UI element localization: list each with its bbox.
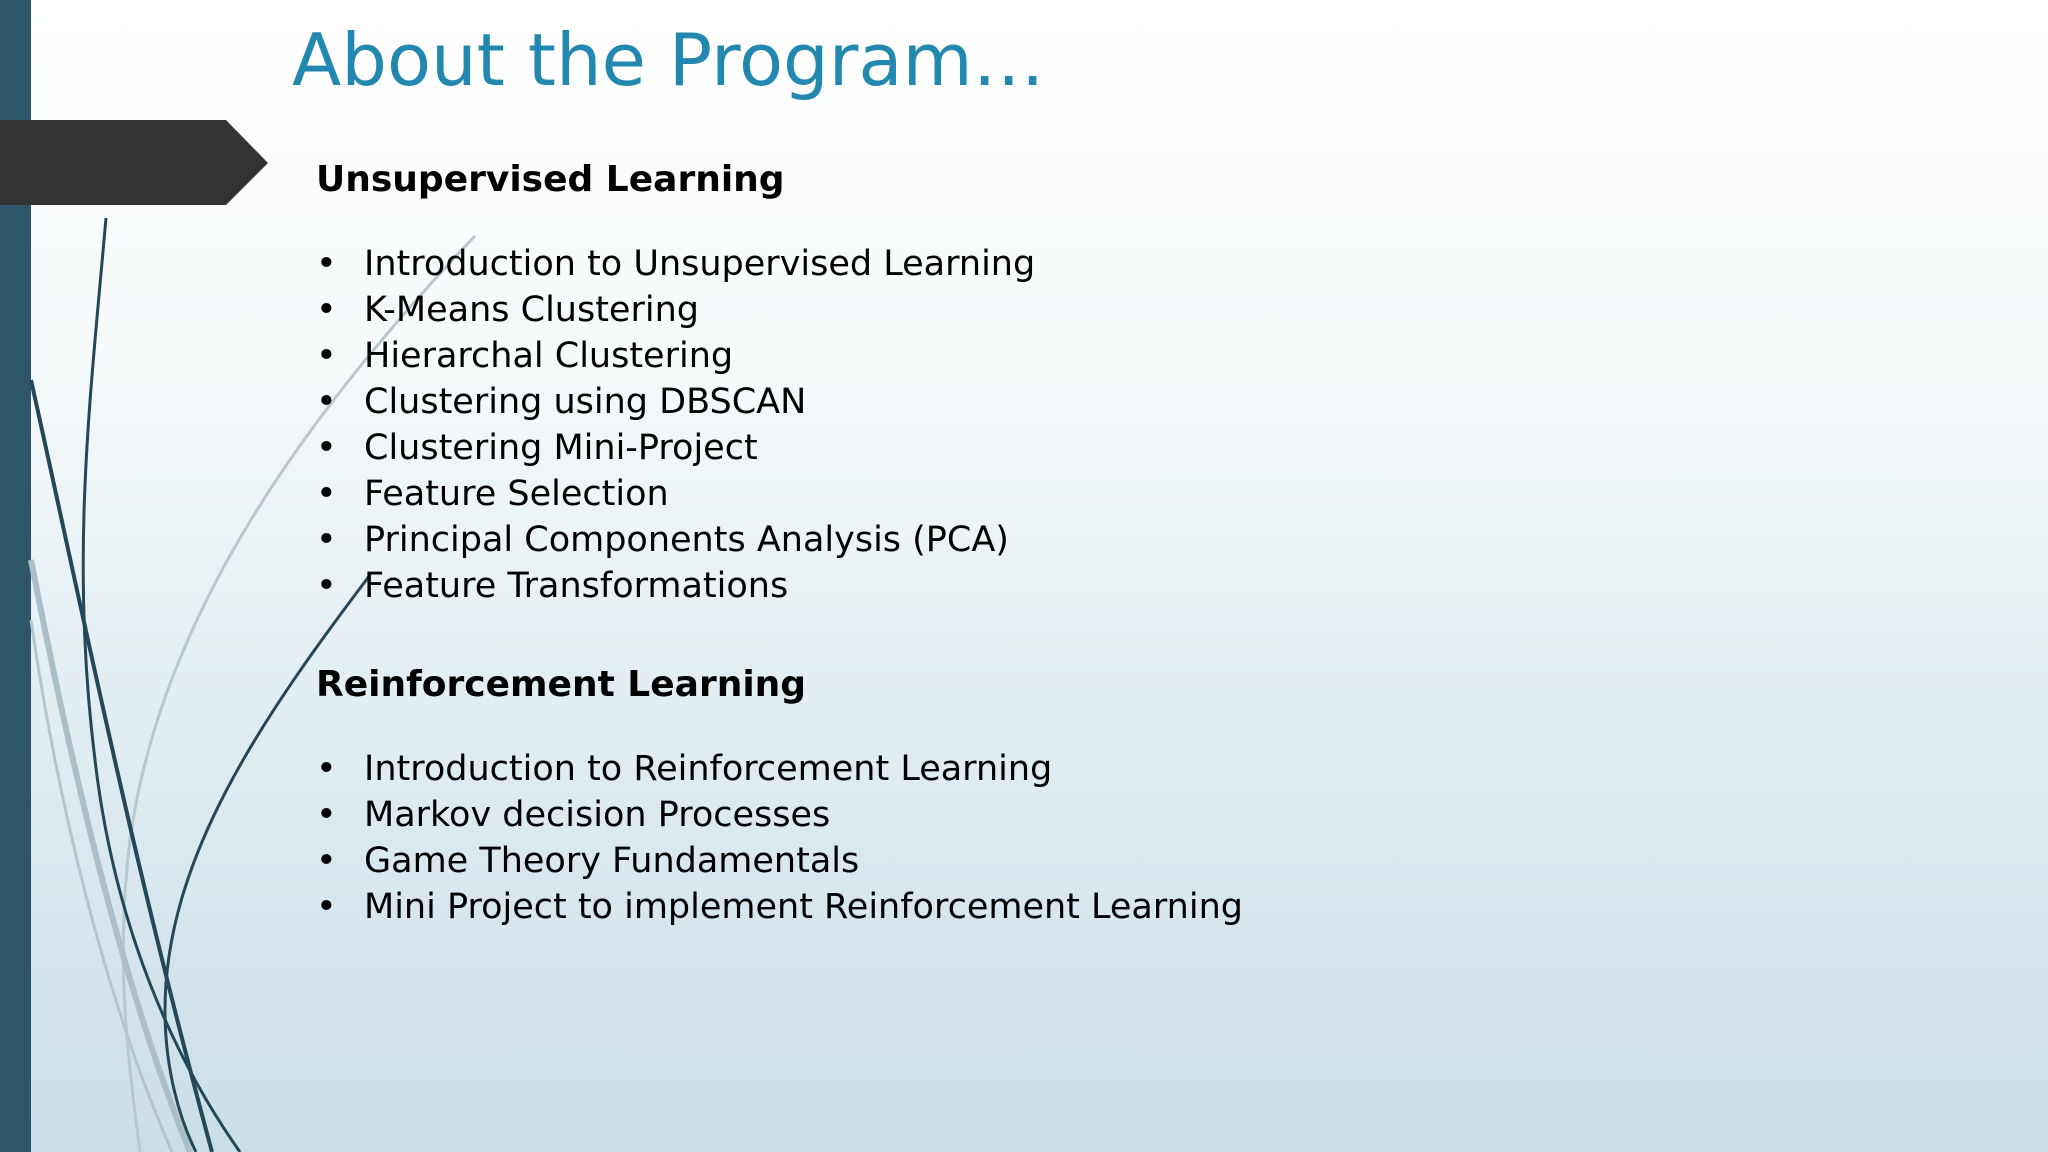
curve-light-3 bbox=[31, 620, 172, 1152]
section-heading: Unsupervised Learning bbox=[316, 159, 785, 200]
list-item-text: Introduction to Unsupervised Learning bbox=[364, 244, 1036, 284]
bullet-icon: • bbox=[316, 382, 337, 422]
section-heading: Reinforcement Learning bbox=[316, 664, 807, 705]
list-item bbox=[316, 333, 1916, 379]
side-accent-strip bbox=[0, 0, 31, 1152]
section-reinforcement-learning bbox=[316, 655, 1916, 930]
bullet-icon: • bbox=[316, 520, 337, 560]
curve-light-2 bbox=[31, 560, 190, 1152]
bullet-icon: • bbox=[316, 290, 337, 330]
bullet-icon: • bbox=[316, 244, 337, 284]
list-item bbox=[316, 838, 1916, 884]
curve-dark-2 bbox=[31, 380, 212, 1152]
bullet-list bbox=[316, 241, 1916, 609]
bullet-icon: • bbox=[316, 428, 337, 468]
list-item bbox=[316, 471, 1916, 517]
list-item bbox=[316, 379, 1916, 425]
list-item-text: Feature Selection bbox=[364, 474, 669, 514]
list-item-text: K-Means Clustering bbox=[364, 290, 699, 330]
curve-dark-1 bbox=[83, 218, 240, 1152]
list-item-text: Markov decision Processes bbox=[364, 795, 831, 835]
bullet-icon: • bbox=[316, 336, 337, 376]
slide-title: About the Program… bbox=[292, 18, 1045, 102]
bullet-icon: • bbox=[316, 841, 337, 881]
list-item bbox=[316, 563, 1916, 609]
section-unsupervised-learning bbox=[316, 150, 1916, 609]
list-item-text: Clustering Mini-Project bbox=[364, 428, 758, 468]
list-item bbox=[316, 287, 1916, 333]
list-item-text: Hierarchal Clustering bbox=[364, 336, 734, 376]
list-item-text: Clustering using DBSCAN bbox=[364, 382, 807, 422]
bullet-icon: • bbox=[316, 749, 337, 789]
list-item-text: Game Theory Fundamentals bbox=[364, 841, 860, 881]
arrow-banner bbox=[0, 120, 268, 205]
list-item bbox=[316, 884, 1916, 930]
bullet-icon: • bbox=[316, 566, 337, 606]
bullet-icon: • bbox=[316, 795, 337, 835]
list-item-text: Mini Project to implement Reinforcement Learning bbox=[364, 887, 1243, 927]
list-item bbox=[316, 517, 1916, 563]
list-item-text: Principal Components Analysis (PCA) bbox=[364, 520, 1009, 560]
bullet-icon: • bbox=[316, 887, 337, 927]
slide-content bbox=[316, 150, 1916, 930]
list-item bbox=[316, 425, 1916, 471]
list-item bbox=[316, 746, 1916, 792]
list-item bbox=[316, 792, 1916, 838]
list-item bbox=[316, 241, 1916, 287]
list-item-text: Feature Transformations bbox=[364, 566, 789, 606]
bullet-list bbox=[316, 746, 1916, 930]
list-item-text: Introduction to Reinforcement Learning bbox=[364, 749, 1053, 789]
bullet-icon: • bbox=[316, 474, 337, 514]
